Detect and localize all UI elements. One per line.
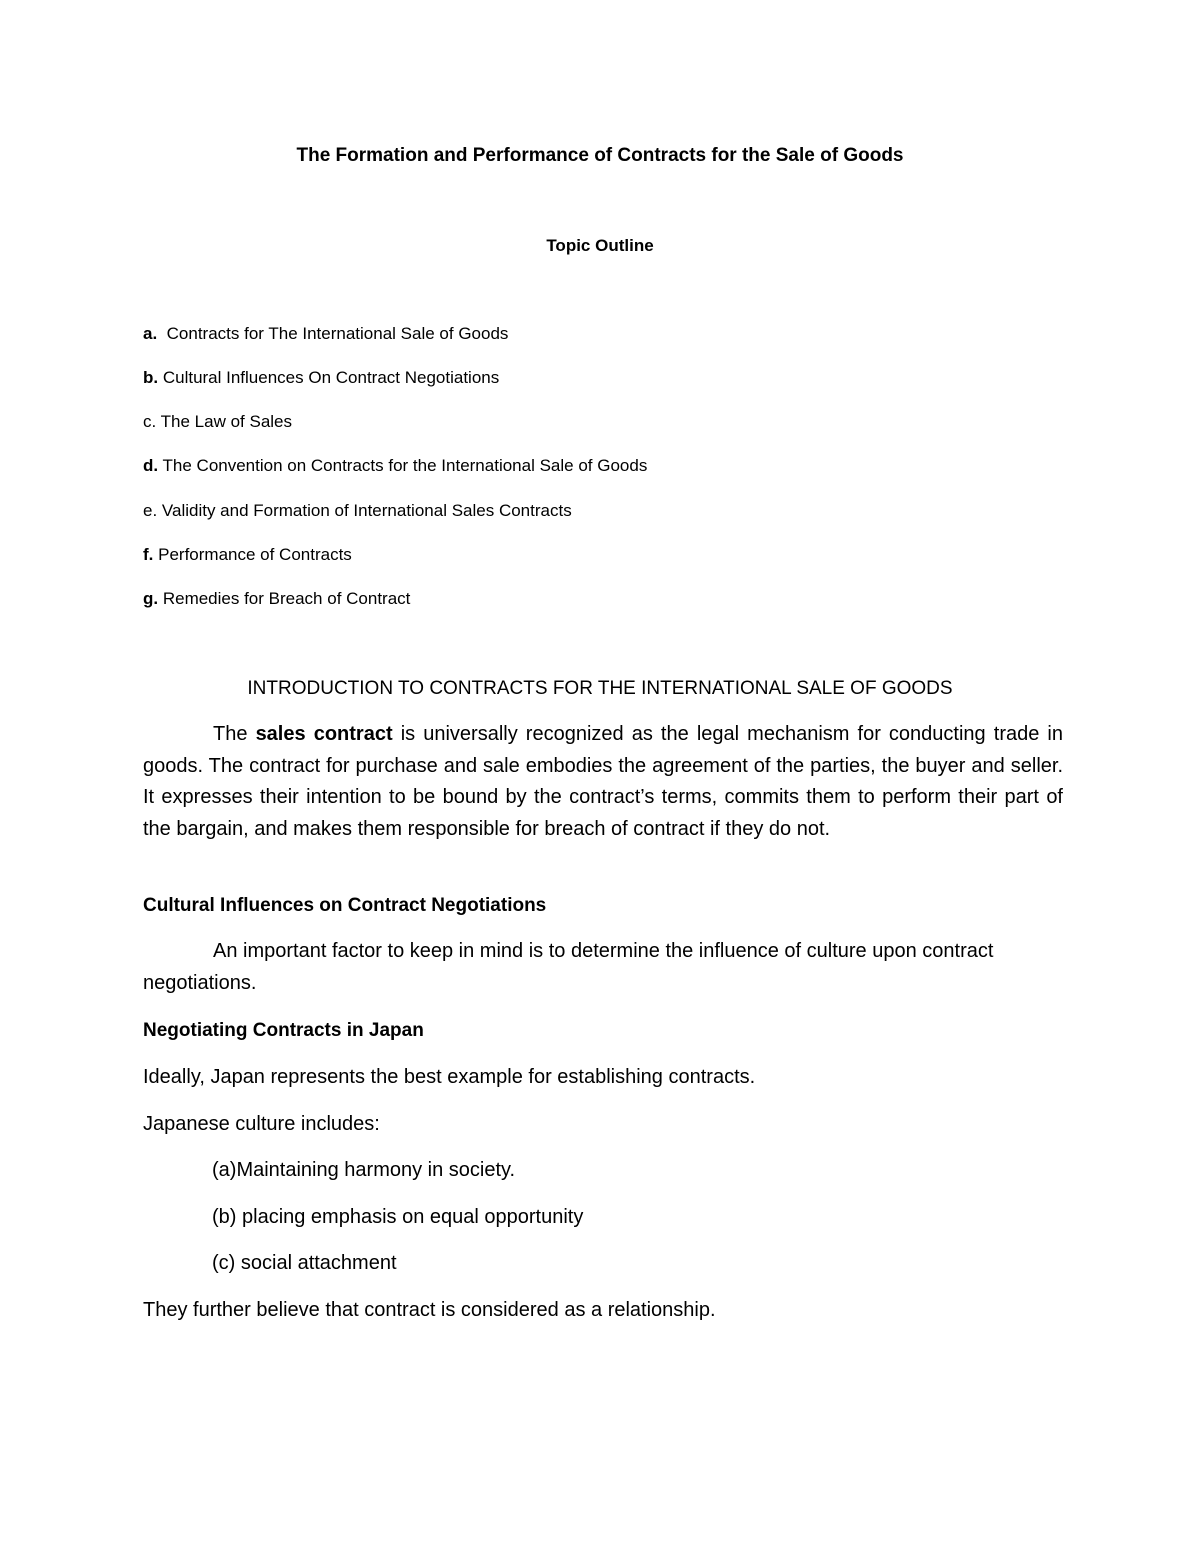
- outline-text: Contracts for The International Sale of Goods: [157, 324, 509, 343]
- outline-letter: f.: [143, 545, 154, 564]
- outline-letter: g.: [143, 589, 159, 608]
- outline-item-b: [143, 367, 499, 389]
- cultural-influences-heading: Cultural Influences on Contract Negotiations: [143, 895, 547, 916]
- intro-prefix: The: [213, 723, 256, 745]
- outline-letter: b.: [143, 368, 159, 387]
- japan-line-1: Ideally, Japan represents the best example for establishing contracts.: [143, 1066, 756, 1088]
- outline-text: The Convention on Contracts for the International Sale of Goods: [158, 456, 648, 475]
- outline-text: Remedies for Breach of Contract: [158, 589, 411, 608]
- outline-item-g: [143, 588, 410, 610]
- outline-item-e: [143, 500, 572, 522]
- japan-item-b: (b) placing emphasis on equal opportunity: [212, 1206, 584, 1228]
- closing-sentence: They further believe that contract is considered as a relationship.: [143, 1299, 716, 1321]
- topic-outline-heading: Topic Outline: [546, 236, 654, 255]
- outline-text: Validity and Formation of International Sales Contracts: [157, 501, 572, 520]
- outline-letter: d.: [143, 456, 159, 475]
- outline-text: The Law of Sales: [156, 412, 293, 431]
- intro-rest: is universally recognized as the legal mechanism for conducting trade in goods. The contract for purchase and sale embodies the agreement of the parties, the buyer and seller. It expresses their intention to be bound by the contract’s terms, commits them to perform their part of the bargain, and makes them responsible for breach of contract if they do not.: [143, 723, 1063, 840]
- outline-letter: c.: [143, 412, 157, 431]
- japan-line-2: Japanese culture includes:: [143, 1113, 380, 1135]
- outline-letter: e.: [143, 501, 158, 520]
- japan-item-c: (c) social attachment: [212, 1252, 397, 1274]
- outline-text: Performance of Contracts: [153, 545, 352, 564]
- japan-item-a: (a)Maintaining harmony in society.: [212, 1159, 516, 1181]
- introduction-heading: INTRODUCTION TO CONTRACTS FOR THE INTERNATIONAL SALE OF GOODS: [247, 678, 953, 699]
- outline-item-c: [143, 411, 292, 433]
- introduction-paragraph: [143, 719, 1063, 845]
- negotiating-japan-heading: Negotiating Contracts in Japan: [143, 1020, 424, 1041]
- cultural-influences-paragraph: An important factor to keep in mind is to determine the influence of culture upon contract negotiations.: [143, 940, 994, 994]
- outline-letter: a.: [143, 324, 158, 343]
- outline-item-a: [143, 323, 508, 345]
- outline-item-d: [143, 455, 647, 477]
- outline-item-f: [143, 544, 352, 566]
- document-title: The Formation and Performance of Contracts for the Sale of Goods: [296, 145, 904, 166]
- outline-text: Cultural Influences On Contract Negotiations: [158, 368, 500, 387]
- sales-contract-term: sales contract: [255, 723, 393, 745]
